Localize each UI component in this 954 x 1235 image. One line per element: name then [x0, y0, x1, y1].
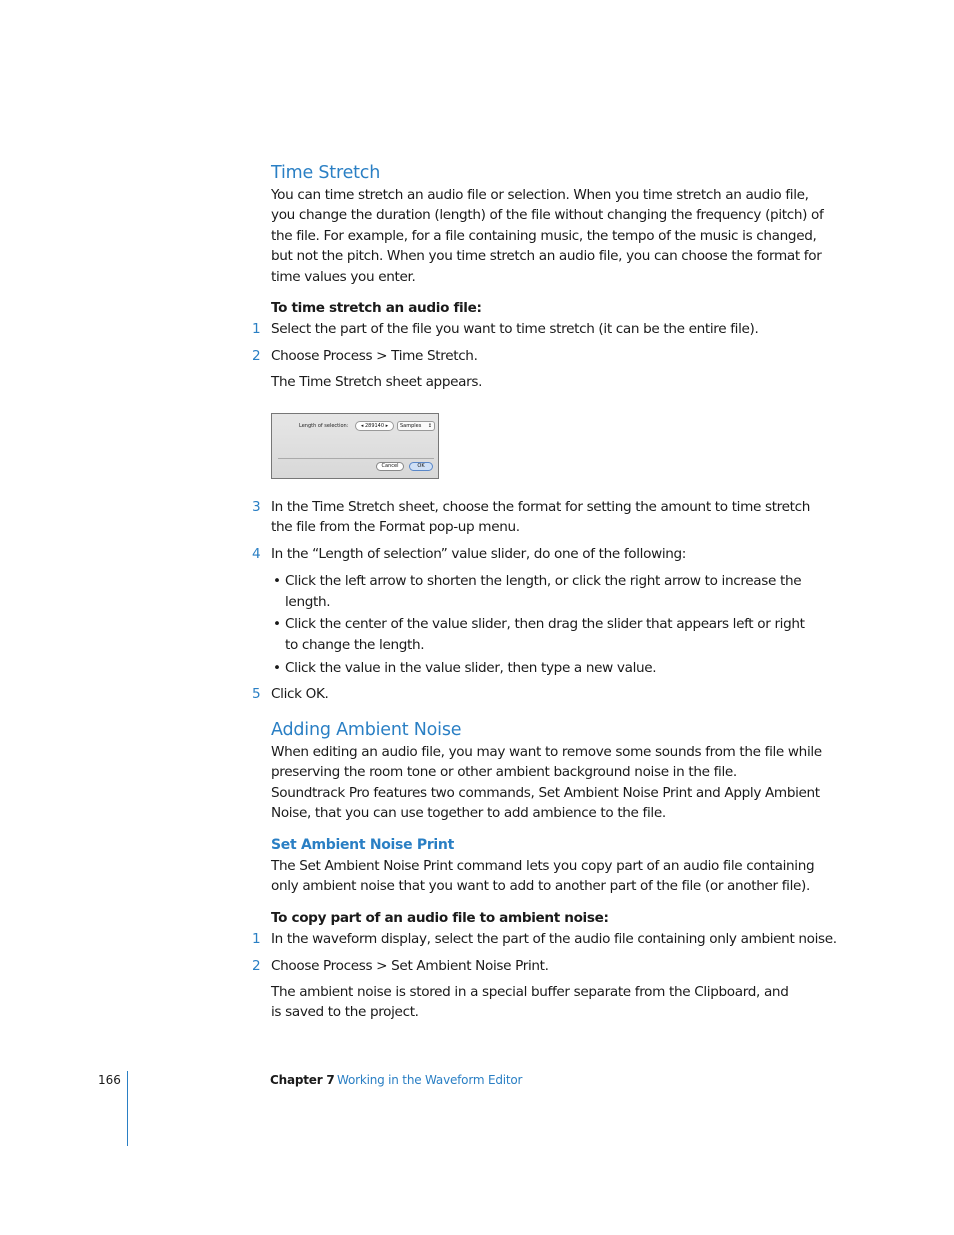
chapter-title: Working in the Waveform Editor	[337, 1073, 523, 1087]
bullet-item: Click the center of the value slider, then drag the slider that appears left or right to change the length.	[285, 616, 805, 653]
format-value: Samples	[400, 423, 422, 429]
step-text: Click OK.	[271, 686, 329, 702]
procedure-lead: To copy part of an audio file to ambient noise:	[271, 910, 609, 926]
step-result: The ambient noise is stored in a special buffer separate from the Clipboard, and is saved to the project.	[271, 984, 789, 1021]
format-popup	[397, 421, 435, 431]
popup-arrows-icon: ↕	[427, 423, 432, 429]
time-stretch-intro: You can time stretch an audio file or selection. When you time stretch an audio file, you change the duration (length) of the file without changing the frequency (pitch) of the file. For example, for a file containing music, the tempo of the music is changed, but not the pitch. When you time stretch an audio file, you can choose the format for time values you enter.	[271, 187, 824, 285]
step-number: 2	[252, 958, 261, 974]
time-stretch-sheet-screenshot	[271, 413, 439, 479]
section-heading-time-stretch: Time Stretch	[271, 163, 381, 183]
bullet-item: Click the left arrow to shorten the length, or click the right arrow to increase the length.	[285, 573, 802, 610]
step-text: In the “Length of selection” value slider, do one of the following:	[271, 546, 687, 562]
chapter-label: Chapter 7	[270, 1073, 335, 1087]
step-text: In the waveform display, select the part of the audio file containing only ambient noise.	[271, 931, 837, 947]
footer-rule	[127, 1071, 128, 1146]
step-number: 4	[252, 546, 261, 562]
length-of-selection-label: Length of selection:	[299, 423, 349, 429]
ambient-noise-para-2: Soundtrack Pro features two commands, Set Ambient Noise Print and Apply Ambient Noise, that you can use together to add ambience to the file.	[271, 785, 820, 822]
left-arrow-icon: ◂	[360, 423, 364, 429]
ok-button: OK	[409, 462, 433, 471]
step-number: 2	[252, 348, 261, 364]
set-ambient-noise-para: The Set Ambient Noise Print command lets you copy part of an audio file containing only ambient noise that you want to add to another part of the file (or another file).	[271, 858, 815, 895]
section-heading-adding-ambient-noise: Adding Ambient Noise	[271, 720, 462, 740]
step-number: 1	[252, 931, 261, 947]
sheet-divider	[278, 458, 434, 459]
length-value-slider	[355, 421, 394, 431]
step-text: Choose Process > Set Ambient Noise Print.	[271, 958, 549, 974]
bullet-mark: •	[273, 660, 282, 676]
slider-value: 289140	[364, 423, 385, 429]
subheading-set-ambient-noise-print: Set Ambient Noise Print	[271, 837, 454, 853]
procedure-lead: To time stretch an audio file:	[271, 300, 482, 316]
step-text: In the Time Stretch sheet, choose the format for setting the amount to time stretch the file from the Format pop-up menu.	[271, 499, 811, 536]
bullet-mark: •	[273, 616, 282, 632]
step-text: Choose Process > Time Stretch.	[271, 348, 478, 364]
step-number: 5	[252, 686, 261, 702]
ambient-noise-para-1: When editing an audio file, you may want to remove some sounds from the file while preserving the room tone or other ambient background noise in the file.	[271, 744, 822, 781]
right-arrow-icon: ▸	[385, 423, 389, 429]
page-number: 166	[98, 1073, 121, 1087]
cancel-button: Cancel	[376, 462, 404, 471]
bullet-item: Click the value in the value slider, then type a new value.	[285, 660, 657, 676]
step-number: 1	[252, 321, 261, 337]
step-result: The Time Stretch sheet appears.	[271, 374, 483, 390]
bullet-mark: •	[273, 573, 282, 589]
step-text: Select the part of the file you want to time stretch (it can be the entire file).	[271, 321, 759, 337]
step-number: 3	[252, 499, 261, 515]
